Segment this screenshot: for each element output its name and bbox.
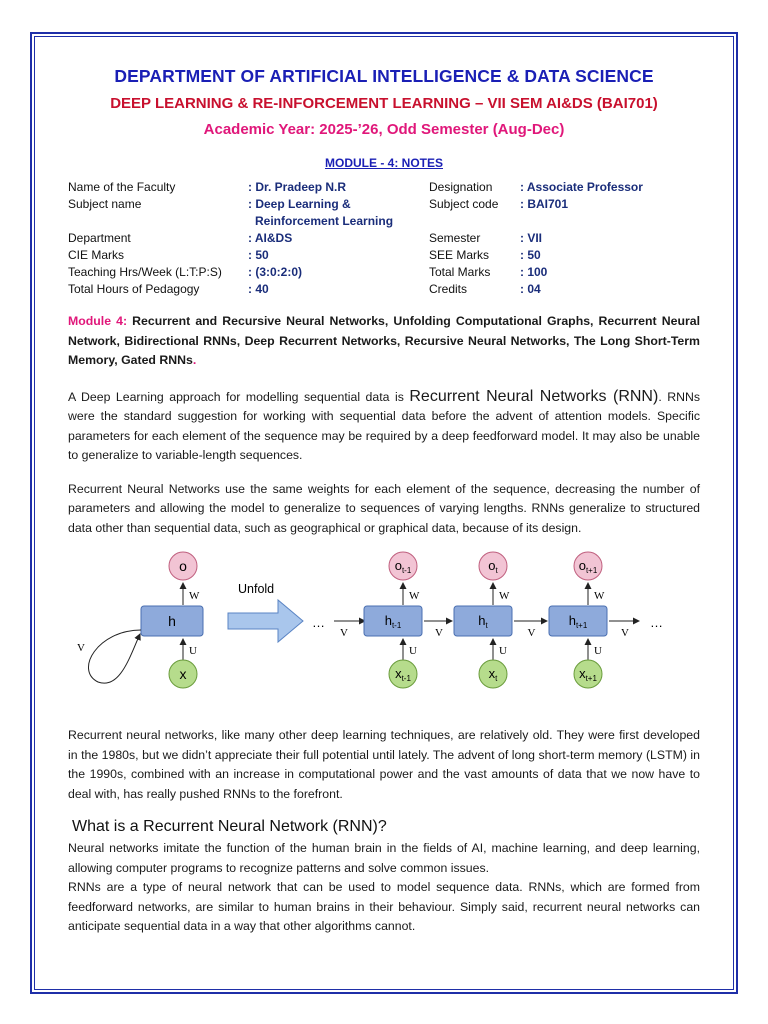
subject-name-line1: : Deep Learning &	[248, 197, 351, 211]
input-label: $x_{t+1}$	[579, 666, 597, 683]
faculty-value: : Dr. Pradeep N.R	[248, 180, 347, 194]
teaching-hours-label: Teaching Hrs/Week (L:T:P:S)	[68, 265, 222, 279]
info-row	[68, 264, 643, 281]
section-heading-what-is-rnn: What is a Recurrent Neural Network (RNN)?	[72, 818, 387, 835]
u-label: U	[409, 645, 417, 657]
folded-hidden-label: h	[168, 613, 176, 629]
module-end: .	[192, 353, 197, 367]
cie-marks-value: : 50	[248, 248, 269, 262]
semester-value: : VII	[520, 231, 543, 245]
pedagogy-hours-label: Total Hours of Pedagogy	[68, 282, 200, 296]
intro-text-b: . RNNs were the standard suggestion for working with sequential data before the advent of attention models. Specific parameters for each element of the sequence may be required by a deep feedforward model. It may also be unable to generalize to variable-length sequences.	[68, 389, 701, 462]
course-title: DEEP LEARNING & RE-INFORCEMENT LEARNING – VII SEM AI&DS (BAI701)	[110, 95, 658, 112]
rnn-unfold-diagram	[68, 550, 700, 720]
intro-paragraph	[68, 387, 700, 466]
info-row	[68, 196, 643, 230]
total-marks-value: : 100	[520, 265, 548, 279]
folded-u-label: U	[189, 645, 197, 657]
unfolded-steps	[312, 552, 663, 688]
hidden-label: $h_{t+1}$	[568, 613, 588, 630]
output-label: $o_{t+1}$	[578, 558, 598, 575]
teaching-hours-value: : (3:0:2:0)	[248, 265, 303, 279]
folded-output-label: o	[179, 558, 187, 574]
unfold-arrow	[228, 600, 303, 642]
subject-name-value	[248, 196, 429, 230]
info-row	[68, 281, 643, 298]
cie-marks-label: CIE Marks	[68, 248, 125, 262]
v-label: V	[527, 627, 536, 639]
folded-v-label: V	[77, 642, 85, 654]
intro-rnn-term: Recurrent Neural Networks (RNN)	[409, 387, 659, 405]
input-label: $x_{t-1}$	[395, 666, 411, 683]
input-label: $x_t$	[488, 666, 498, 683]
v-label: V	[435, 627, 443, 639]
folded-rnn	[77, 552, 203, 688]
u-label: U	[594, 645, 602, 657]
ellipsis-right: …	[650, 615, 663, 630]
output-label: $o_t$	[488, 558, 498, 575]
module-label: Module 4:	[68, 314, 128, 328]
rnn-diagram-svg	[68, 550, 700, 720]
intro-text-a: A Deep Learning approach for modelling sequential data is	[68, 389, 410, 404]
subject-name-label: Subject name	[68, 197, 142, 211]
u-label: U	[499, 645, 507, 657]
credits-value: : 04	[520, 282, 541, 296]
hidden-label: $h_t$	[478, 613, 488, 630]
w-label: W	[499, 590, 510, 602]
page-content	[68, 62, 700, 937]
v-label: V	[340, 627, 348, 639]
neural-networks-paragraph: Neural networks imitate the function of the human brain in the fields of AI, machine learning, and deep learning, allowing computer programs to recognize patterns and solve common issues.	[68, 841, 700, 875]
subject-code-value: : BAI701	[520, 197, 569, 211]
w-label: W	[594, 590, 605, 602]
see-marks-label: SEE Marks	[429, 248, 490, 262]
subject-name-line2: Reinforcement Learning	[255, 214, 394, 228]
hidden-label: $h_{t-1}$	[384, 613, 402, 630]
output-label: $o_{t-1}$	[394, 558, 412, 575]
info-row	[68, 247, 643, 264]
course-info-table	[68, 179, 643, 298]
w-label: W	[409, 590, 420, 602]
total-marks-label: Total Marks	[429, 265, 491, 279]
v-label: V	[621, 627, 629, 639]
folded-recurrent-loop	[88, 630, 141, 683]
department-title: DEPARTMENT OF ARTIFICIAL INTELLIGENCE & DATA SCIENCE	[114, 66, 654, 86]
folded-w-label: W	[189, 590, 200, 602]
designation-label: Designation	[429, 180, 493, 194]
info-row	[68, 179, 643, 196]
rnn-definition-paragraph: RNNs are a type of neural network that can be used to model sequence data. RNNs, which are formed from feedforward networks, are similar to human brains in their behaviour. Simply said, recurrent neural networks can anticipate sequential data in a way that other algorithms cannot.	[68, 880, 700, 933]
credits-label: Credits	[429, 282, 468, 296]
see-marks-value: : 50	[520, 248, 541, 262]
subject-code-label: Subject code	[429, 197, 499, 211]
faculty-label: Name of the Faculty	[68, 180, 176, 194]
semester-label: Semester	[429, 231, 481, 245]
unfold-label: Unfold	[238, 582, 275, 596]
pedagogy-hours-value: : 40	[248, 282, 269, 296]
designation-value: : Associate Professor	[520, 180, 643, 194]
info-row	[68, 230, 643, 247]
folded-input-label: x	[179, 666, 187, 682]
module-title: MODULE - 4: NOTES	[324, 156, 443, 170]
module-topics: Recurrent and Recursive Neural Networks, Unfolding Computational Graphs, Recurrent Neural Network, Bidirectional RNNs, Deep Recurrent Networks, Recursive Neural Networks, The Long Short-Term Memory, Gated RNNs	[68, 314, 700, 367]
department-value: : AI&DS	[248, 231, 293, 245]
history-paragraph: Recurrent neural networks, like many other deep learning techniques, are relatively old. They were first developed in the 1980s, but we didn’t appreciate their full potential until lately. The advent of long short-term memory (LSTM) in the 1990s, combined with an increase in computational power and the vast amounts of data that we now have to deal with, has really pushed RNNs to the forefront.	[68, 728, 700, 801]
academic-year: Academic Year: 2025-’26, Odd Semester (Aug-Dec)	[203, 121, 565, 138]
weights-paragraph: Recurrent Neural Networks use the same weights for each element of the sequence, decreasing the number of parameters and allowing the model to generalize to sequences of varying lengths. RNNs generalize to structured data other than sequential data, such as geographical or graphical data, because of its design.	[68, 481, 700, 535]
department-label: Department	[68, 231, 131, 245]
ellipsis-left: …	[312, 615, 325, 630]
module-syllabus	[68, 312, 700, 371]
